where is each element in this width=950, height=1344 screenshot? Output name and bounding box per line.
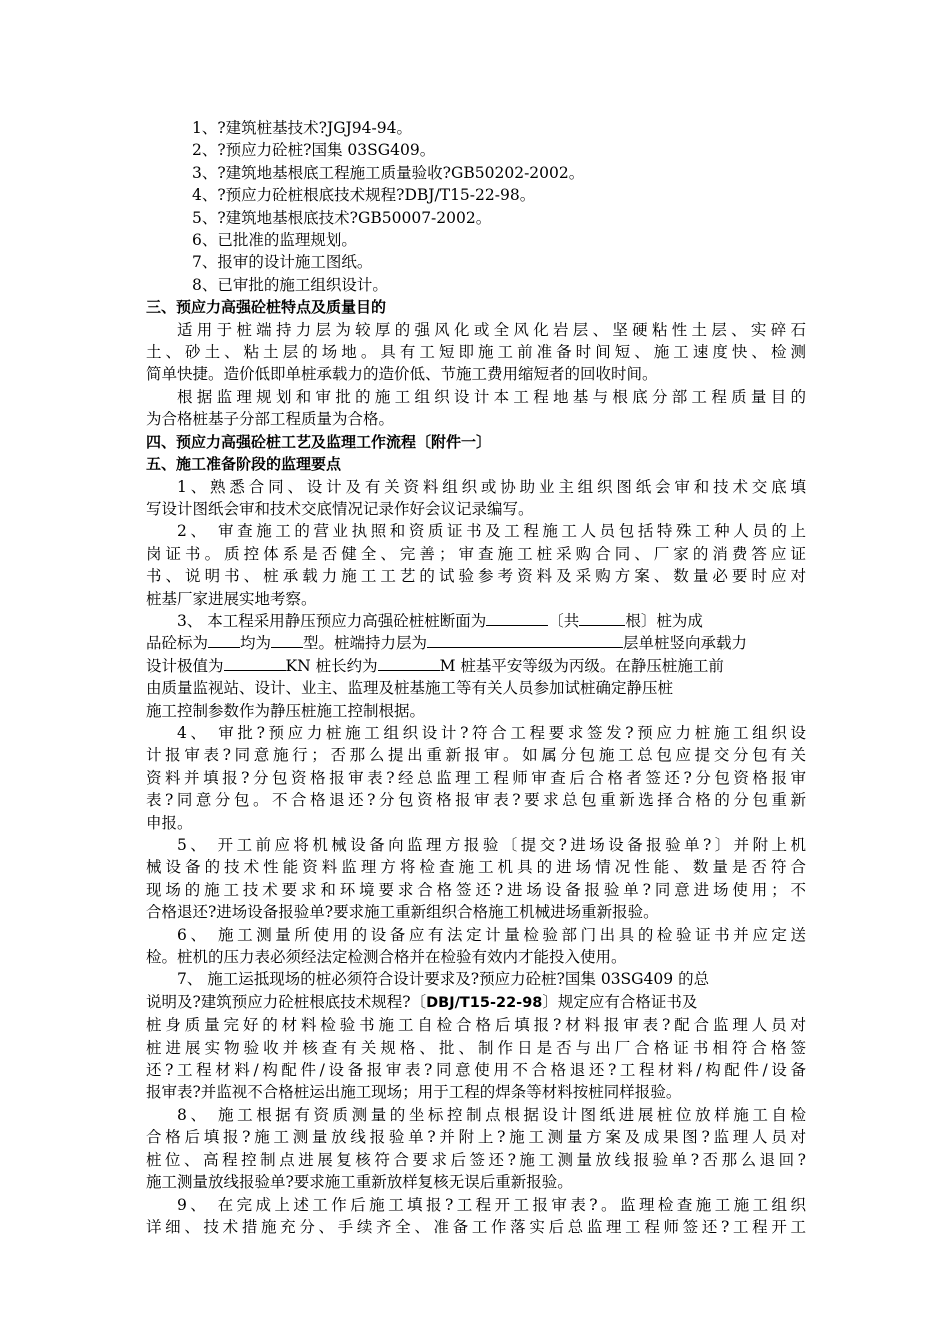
text-line: 书、说明书、桩承载力施工工艺的试验参考资料及采购方案、数量必要时应对 — [146, 567, 806, 586]
text-line: 合格后填报?施工测量放线报验单?并附上?施工测量方案及成果图?监理人员对 — [146, 1128, 806, 1147]
text-line: 合格退还?进场设备报验单?要求施工重新组织合格施工机械进场重新报验。 — [146, 903, 659, 922]
reference-item: 7、报审的设计施工图纸。 — [192, 253, 373, 272]
reference-list — [146, 117, 806, 296]
text-line: 表?同意分包。不合格退还?分包资格报审表?要求总包重新选择合格的分包重新 — [146, 791, 806, 810]
standard-code: DBJ/T15-22-98 — [426, 994, 543, 1011]
text-span: 说明及?建筑预应力砼桩根底技术规程?〔 — [146, 992, 427, 1011]
text-line: 2、 审查施工的营业执照和资质证书及工程施工人员包括特殊工种人员的上 — [177, 522, 806, 541]
reference-item: 4、?预应力砼桩根底技术规程?DBJ/T15-22-98。 — [192, 186, 536, 205]
text-line: 岗证书。质控体系是否健全、完善；审查施工桩采购合同、厂家的消费答应证 — [146, 544, 806, 563]
text-span: 均为 — [240, 634, 272, 653]
section-5-heading: 五、施工准备阶段的监理要点 — [146, 455, 342, 474]
reference-item: 8、已审批的施工组织设计。 — [192, 275, 388, 294]
paragraph-4 — [146, 722, 806, 834]
text-span: 层单桩竖向承载力 — [623, 634, 748, 653]
text-line: 报审表?并监视不合格桩运出施工现场；用于工程的焊条等材料按桩同样报验。 — [146, 1083, 682, 1102]
text-span: KN 桩长约为 — [285, 656, 378, 675]
text-line: 由质量监视站、设计、业主、监理及桩基施工等有关人员参加试桩确定静压桩 — [146, 679, 674, 698]
blank-field — [486, 610, 548, 626]
text-line: 申报。 — [146, 813, 193, 832]
text-span: 设计极值为 — [146, 656, 224, 675]
text-line — [146, 655, 806, 677]
text-line: 计报审表?同意施行；否那么提出重新报审。如属分包施工总包应提交分包有关 — [146, 746, 806, 765]
text-span: 品砼标为 — [146, 634, 209, 653]
text-line: 1、熟悉合同、设计及有关资料组织或协助业主组织图纸会审和技术交底填 — [177, 477, 806, 496]
text-line: 4、 审批?预应力桩施工组织设计?符合工程要求签发?预应力桩施工组织设 — [177, 723, 806, 742]
text-line: 6、 施工测量所使用的设备应有法定计量检验部门出具的检验证书并应定送 — [177, 925, 806, 944]
text-span: 〕规定应有合格证书及 — [542, 992, 698, 1011]
text-line: 还?工程材料/构配件/设备报审表?同意使用不合格退还?工程材料/构配件/设备 — [146, 1061, 806, 1080]
text-line: 施工控制参数作为静压桩施工控制根据。 — [146, 701, 426, 720]
text-line: 8、 施工根据有资质测量的坐标控制点根据设计图纸进展桩位放样施工自检 — [177, 1105, 806, 1124]
text-span: 〔共 — [548, 611, 580, 630]
reference-item: 2、?预应力砼桩?国集 03SG409。 — [192, 141, 436, 160]
text-line: 详细、技术措施充分、手续齐全、准备工作落实后总监理工程师签还?工程开工 — [146, 1217, 806, 1236]
blank-field — [224, 655, 286, 671]
text-line: 桩位、高程控制点进展复核符合要求后签还?施工测量放线报验单?否那么退回? — [146, 1150, 806, 1169]
text-line: 写设计图纸会审和技术交底情况记录作好会议记录编写。 — [146, 499, 534, 518]
paragraph-6 — [146, 924, 806, 969]
reference-item: 5、?建筑地基根底技术?GB50007-2002。 — [192, 208, 492, 227]
text-line: 施工测量放线报验单?要求施工重新放样复核无误后重新报验。 — [146, 1173, 573, 1192]
blank-field — [208, 632, 240, 648]
text-line: 现场的施工技术要求和环境要求合格签还?进场设备报验单?同意进场使用；不 — [146, 880, 806, 899]
text-line: 械设备的技术性能资料监理方将检查施工机具的进场情况性能、数量是否符合 — [146, 858, 806, 877]
text-line: 为合格桩基子分部工程质量为合格。 — [146, 410, 395, 429]
section-3-heading: 三、预应力高强砼桩特点及质量目的 — [146, 298, 387, 317]
text-line: 桩进展实物验收并核查有关规格、批、制作日是否与出厂合格证书相符合格签 — [146, 1038, 806, 1057]
text-span: M 桩基平安等级为丙级。在静压桩施工前 — [439, 656, 724, 675]
reference-item: 3、?建筑地基根底工程施工质量验收?GB50202-2002。 — [192, 163, 585, 182]
reference-item: 1、?建筑桩基技术?JGJ94-94。 — [192, 119, 412, 137]
text-span: 3、 本工程采用静压预应力高强砼桩桩断面为 — [177, 611, 487, 630]
paragraph-8 — [146, 1104, 806, 1194]
text-line — [146, 632, 806, 654]
reference-item: 6、已批准的监理规划。 — [192, 231, 357, 250]
text-line: 简单快捷。造价低即单桩承载力的造价低、节施工费用缩短者的回收时间。 — [146, 365, 658, 384]
section-4-heading: 四、预应力高强砼桩工艺及监理工作流程〔附件一〕 — [146, 432, 492, 451]
section-3-body — [146, 319, 806, 431]
text-line: 检。桩机的压力表必须经法定检测合格并在检验有效内才能投入使用。 — [146, 948, 627, 967]
document-body — [146, 117, 806, 1238]
text-line: 桩身质量完好的材料检验书施工自检合格后填报?材料报审表?配合监理人员对 — [146, 1016, 806, 1035]
text-line: 资料并填报?分包资格报审表?经总监理工程师审查后合格者签还?分包资格报审 — [146, 768, 806, 787]
paragraph-9 — [146, 1194, 806, 1239]
text-line: 5、 开工前应将机械设备向监理方报验〔提交?进场设备报验单?〕并附上机 — [177, 836, 806, 854]
text-line: 7、 施工运抵现场的桩必须符合设计要求及?预应力砼桩?国集 03SG409 的总 — [177, 970, 710, 989]
text-line: 桩基厂家进展实地考察。 — [146, 589, 317, 608]
text-line — [146, 991, 806, 1014]
blank-field — [579, 610, 625, 626]
text-span: 根〕桩为成 — [625, 611, 703, 630]
text-line — [146, 610, 806, 632]
paragraph-3 — [146, 610, 806, 722]
paragraph-2 — [146, 520, 806, 610]
text-span: 型。桩端持力层为 — [303, 634, 428, 653]
text-line: 适用于桩端持力层为较厚的强风化或全风化岩层、坚硬粘性土层、实碎石 — [177, 320, 806, 339]
blank-field — [427, 632, 623, 648]
text-line: 根据监理规划和审批的施工组织设计本工程地基与根底分部工程质量目的 — [177, 387, 806, 406]
blank-field — [378, 655, 440, 671]
paragraph-1 — [146, 476, 806, 521]
blank-field — [271, 632, 303, 648]
paragraph-5 — [146, 834, 806, 924]
text-line: 9、 在完成上述工作后施工填报?工程开工报审表?。监理检查施工施工组织 — [177, 1195, 806, 1214]
paragraph-7 — [146, 968, 806, 1103]
text-line: 土、砂土、粘土层的场地。具有工短即施工前准备时间短、施工速度快、检测 — [146, 343, 806, 362]
